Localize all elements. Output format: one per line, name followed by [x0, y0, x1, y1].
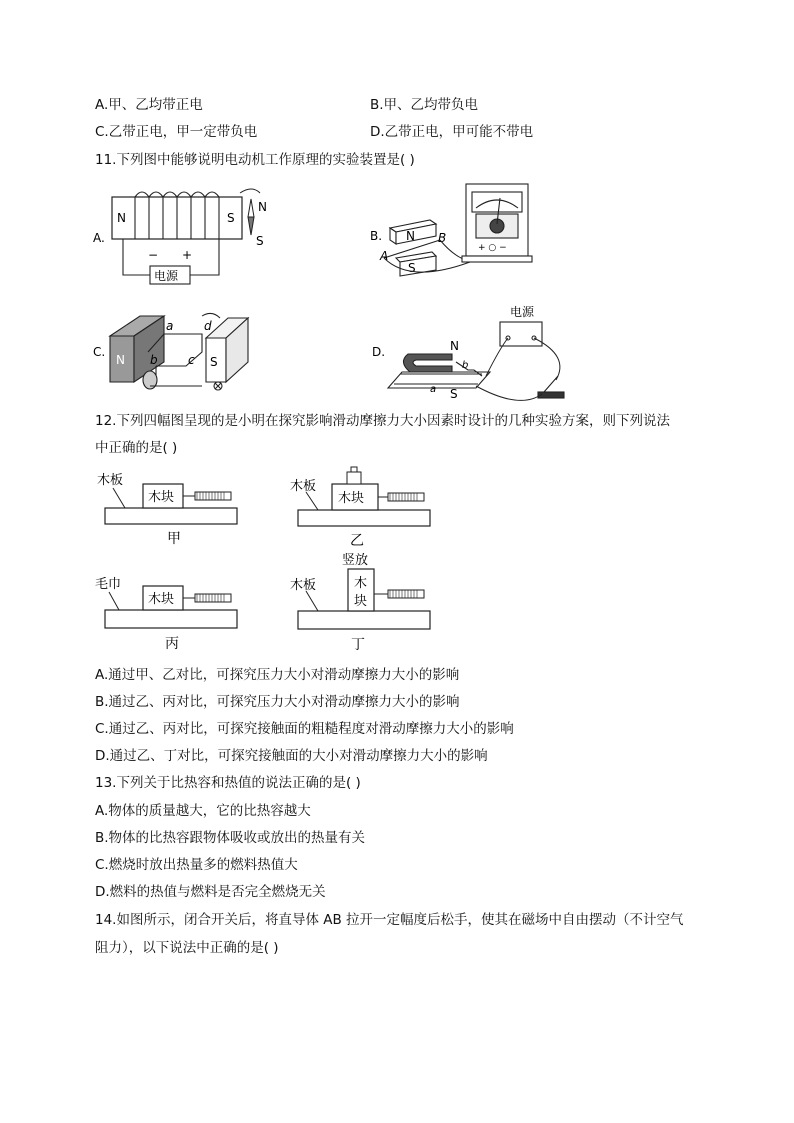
q10-option-a: A.甲、乙均带正电	[95, 97, 203, 113]
q12-jia-surface: 木板	[97, 473, 124, 488]
q11-a-plus: +	[182, 248, 193, 262]
q11-c-d: d	[204, 319, 212, 333]
q12-yi-surface: 木板	[290, 479, 317, 494]
q11-c-s: S	[210, 355, 218, 369]
q12-option-c: C.通过乙、丙对比，可探究接触面的粗糙程度对滑动摩擦力大小的影响	[95, 721, 514, 737]
q11-a-power: 电源	[154, 269, 179, 283]
q14-stem-line2: 阻力），以下说法中正确的是( )	[95, 940, 279, 956]
q11-a-n: N	[117, 211, 126, 225]
q12-ding-surface: 木板	[290, 578, 317, 593]
q12-figure-bing	[95, 574, 245, 656]
q11-b-letter: B.	[370, 229, 383, 243]
q11-figure-c	[90, 308, 265, 398]
q11-d-n: N	[450, 339, 459, 353]
q12-ding-caption: 丁	[351, 637, 365, 653]
q12-bing-surface: 毛巾	[95, 577, 122, 592]
q11-b-n: N	[406, 229, 415, 243]
q11-figure-a	[90, 185, 280, 290]
q12-figure-ding	[288, 549, 438, 657]
q13-option-b: B.物体的比热容跟物体吸收或放出的热量有关	[95, 830, 366, 846]
q11-d-s: S	[450, 387, 458, 401]
q12-bing-block: 木块	[148, 592, 175, 607]
q12-figure-yi	[288, 462, 438, 552]
q11-stem: 11.下列图中能够说明电动机工作原理的实验装置是( )	[95, 152, 415, 168]
q12-ding-block-2: 块	[354, 594, 368, 609]
q12-yi-caption: 乙	[350, 533, 364, 549]
q11-a-compass-s: S	[256, 234, 264, 248]
q11-d-letter: D.	[372, 345, 386, 359]
q12-ding-top: 竖放	[342, 553, 369, 568]
q12-figure-jia	[95, 470, 245, 550]
q13-stem: 13.下列关于比热容和热值的说法正确的是( )	[95, 775, 361, 791]
q11-d-b: b	[462, 360, 469, 371]
q12-stem-line1: 12.下列四幅图呈现的是小明在探究影响滑动摩擦力大小因素时设计的几种实验方案，则下列说法	[95, 413, 670, 429]
q12-option-a: A.通过甲、乙对比，可探究压力大小对滑动摩擦力大小的影响	[95, 667, 460, 683]
q12-ding-block-1: 木	[354, 576, 368, 591]
q11-b-a: A	[380, 249, 389, 263]
q10-option-d: D.乙带正电，甲可能不带电	[370, 124, 534, 140]
q12-option-b: B.通过乙、丙对比，可探究压力大小对滑动摩擦力大小的影响	[95, 694, 460, 710]
q12-bing-caption: 丙	[165, 636, 179, 652]
q11-a-s: S	[227, 211, 235, 225]
q11-d-power: 电源	[510, 305, 535, 319]
q11-b-b: B	[438, 231, 447, 245]
q11-figure-b	[370, 180, 550, 290]
q12-yi-block: 木块	[338, 491, 365, 506]
q14-stem-line1: 14.如图所示，闭合开关后，将直导体 AB 拉开一定幅度后松手，使其在磁场中自由摆动（不计空气	[95, 912, 684, 928]
q13-option-c: C.燃烧时放出热量多的燃料热值大	[95, 857, 298, 873]
q10-option-b: B.甲、乙均带负电	[370, 97, 479, 113]
q11-c-b: b	[150, 353, 158, 367]
q11-a-compass-n: N	[258, 200, 267, 214]
q11-c-a: a	[166, 319, 174, 333]
q10-option-c: C.乙带正电，甲一定带负电	[95, 124, 258, 140]
q11-c-c: c	[188, 353, 195, 367]
q12-jia-block: 木块	[148, 490, 175, 505]
q11-a-minus: −	[148, 248, 159, 262]
q11-d-a: a	[430, 384, 437, 395]
q13-option-d: D.燃料的热值与燃料是否完全燃烧无关	[95, 884, 326, 900]
q11-b-meter: + ○ −	[478, 243, 507, 253]
q11-a-letter: A.	[93, 231, 105, 245]
q12-option-d: D.通过乙、丁对比，可探究接触面的大小对滑动摩擦力大小的影响	[95, 748, 488, 764]
q12-jia-caption: 甲	[167, 531, 181, 547]
q11-figure-d	[370, 300, 585, 405]
q12-stem-line2: 中正确的是( )	[95, 440, 178, 456]
q11-c-n: N	[116, 353, 125, 367]
q11-c-letter: C.	[93, 345, 106, 359]
q13-option-a: A.物体的质量越大，它的比热容越大	[95, 803, 311, 819]
q11-b-s: S	[408, 261, 416, 275]
